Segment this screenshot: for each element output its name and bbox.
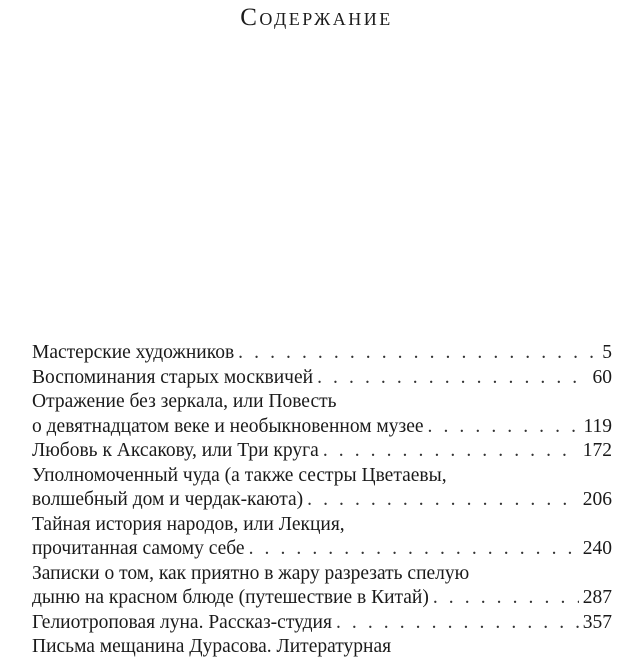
toc-entry-line: [32, 415, 612, 440]
toc-dot-leader: [336, 611, 579, 636]
toc-page-number: 240: [582, 538, 612, 559]
toc-entry-line: [32, 390, 612, 415]
toc-entry-line: [32, 611, 612, 636]
toc-entry-title: прочитанная самому себе: [32, 538, 245, 559]
toc-page-number: 172: [582, 440, 612, 461]
toc-page-number: 60: [592, 366, 612, 388]
toc-entry-title: Записки о том, как приятно в жару разрезать спелую: [32, 562, 470, 584]
toc-entry-line: [32, 488, 612, 513]
toc-entry: [32, 341, 612, 366]
toc-page-number: 206: [582, 489, 612, 510]
toc-entry-line: [32, 341, 612, 366]
toc-entry-title: Отражение без зеркала, или Повесть: [32, 391, 337, 412]
toc-entry-line: [32, 635, 612, 658]
toc-entry-title: Гелиотроповая луна. Рассказ-студия: [32, 611, 332, 633]
toc-entry-line: [32, 464, 612, 489]
toc-entry-line: [32, 537, 612, 562]
toc-dot-leader: [323, 439, 579, 464]
page-title: Содержание: [240, 4, 393, 31]
toc-entry-line: [32, 439, 612, 464]
toc-entry: [32, 513, 612, 562]
toc-entry-title: Любовь к Аксакову, или Три круга: [32, 440, 319, 461]
toc-entry-line: [32, 562, 612, 587]
toc-entry-title: Воспоминания старых москвичей: [32, 366, 314, 388]
toc-entry-title: Письма мещанина Дурасова. Литературная: [32, 636, 392, 657]
toc-entry: [32, 635, 612, 658]
toc-entry-title: о девятнадцатом веке и необыкновенном музее: [32, 415, 424, 437]
toc-dot-leader: [249, 537, 579, 562]
toc-entry-line: [32, 366, 612, 391]
toc-entry-title: Уполномоченный чуда (а также сестры Цветаевы,: [32, 464, 447, 486]
toc-entry: [32, 366, 612, 391]
toc-page-number: 357: [582, 611, 612, 633]
toc-entry-title: Мастерские художников: [32, 342, 235, 363]
toc-entry: [32, 562, 612, 611]
toc-dot-leader: [428, 415, 580, 440]
toc-dot-leader: [317, 366, 588, 391]
toc-entry: [32, 390, 612, 439]
toc-entry: [32, 611, 612, 636]
toc-page-number: 287: [582, 587, 612, 608]
toc-entry-title: волшебный дом и чердак-каюта): [32, 489, 304, 510]
toc-entry-title: дыню на красном блюде (путешествие в Китай): [32, 587, 429, 608]
toc-dot-leader: [238, 341, 598, 366]
table-of-contents: [32, 341, 612, 658]
toc-entry: [32, 464, 612, 513]
toc-entry-line: [32, 513, 612, 538]
toc-entry-line: [32, 586, 612, 611]
toc-page-number: 5: [602, 342, 612, 363]
toc-dot-leader: [433, 586, 579, 611]
toc-entry: [32, 439, 612, 464]
toc-dot-leader: [307, 488, 579, 513]
toc-page-number: 119: [583, 415, 612, 437]
toc-entry-title: Тайная история народов, или Лекция,: [32, 513, 345, 535]
